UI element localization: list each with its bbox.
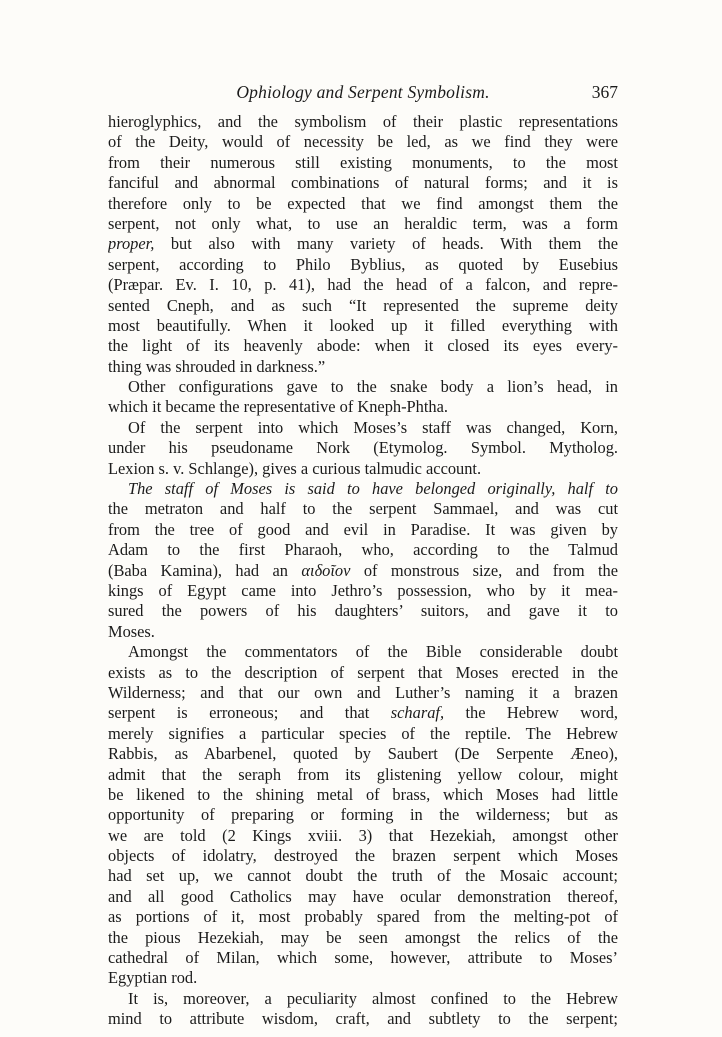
text-line: (Baba Kamina), had an αιδοῖον of monstrous size, and from the bbox=[108, 560, 618, 580]
text-line: serpent is erroneous; and that scharaf, the Hebrew word, bbox=[108, 703, 618, 723]
page-header bbox=[108, 82, 618, 108]
text-line: therefore only to be expected that we find amongst them the bbox=[108, 193, 618, 213]
text-line: of the Deity, would of necessity be led, as we find they were bbox=[108, 132, 618, 152]
text-line: serpent, not only what, to use an heraldic term, was a form bbox=[108, 213, 618, 233]
text-line: and all good Catholics may have ocular demonstration thereof, bbox=[108, 886, 618, 906]
page-number: 367 bbox=[591, 82, 618, 102]
text-line: Egyptian rod. bbox=[108, 968, 198, 988]
text-line: be likened to the shining metal of brass, which Moses had little bbox=[108, 784, 618, 804]
text-line: exists as to the description of serpent that Moses erected in the bbox=[108, 662, 618, 682]
text-line: which it became the representative of Kneph-Phtha. bbox=[108, 397, 448, 417]
text-line: most beautifully. When it looked up it filled everything with bbox=[108, 315, 618, 335]
text-line: we are told (2 Kings xviii. 3) that Hezekiah, amongst other bbox=[108, 825, 618, 845]
text-line: from their numerous still existing monuments, to the most bbox=[108, 152, 618, 172]
text-line: thing was shrouded in darkness.” bbox=[108, 356, 326, 376]
text-line: sented Cneph, and as such “It represented the supreme deity bbox=[108, 295, 618, 315]
text-line: serpent, according to Philo Byblius, as quoted by Eusebius bbox=[108, 254, 618, 274]
text-line: admit that the seraph from its glistening yellow colour, might bbox=[108, 764, 618, 784]
text-line: the pious Hezekiah, may be seen amongst the relics of the bbox=[108, 927, 618, 947]
text-line: hieroglyphics, and the symbolism of their plastic representations bbox=[108, 112, 618, 131]
body-text bbox=[108, 112, 618, 1030]
text-line: objects of idolatry, destroyed the brazen serpent which Moses bbox=[108, 846, 618, 866]
running-title: Ophiology and Serpent Symbolism. bbox=[236, 82, 490, 102]
text-line: Of the serpent into which Moses’s staff was changed, Korn, bbox=[128, 417, 618, 437]
text-line: from the tree of good and evil in Paradise. It was given by bbox=[108, 519, 618, 539]
text-line: under his pseudoname Nork (Etymolog. Symbol. Mytholog. bbox=[108, 438, 618, 458]
text-line: Amongst the commentators of the Bible considerable doubt bbox=[128, 642, 618, 662]
text-line: It is, moreover, a peculiarity almost confined to the Hebrew bbox=[128, 988, 618, 1008]
text-line: (Præpar. Ev. I. 10, p. 41), had the head of a falcon, and repre- bbox=[108, 275, 618, 295]
text-line: Wilderness; and that our own and Luther’s naming it a brazen bbox=[108, 682, 618, 702]
text-line: Other configurations gave to the snake body a lion’s head, in bbox=[128, 377, 618, 397]
text-line: had set up, we cannot doubt the truth of the Mosaic account; bbox=[108, 866, 618, 886]
text-line: Moses. bbox=[108, 621, 155, 641]
text-line: merely signifies a particular species of the reptile. The Hebrew bbox=[108, 723, 618, 743]
text-line: The staff of Moses is said to have belonged originally, half to bbox=[128, 479, 618, 499]
text-line: opportunity of preparing or forming in the wilderness; but as bbox=[108, 805, 618, 825]
text-line: proper, but also with many variety of heads. With them the bbox=[108, 234, 618, 254]
text-line: kings of Egypt came into Jethro’s possession, who by it mea- bbox=[108, 580, 618, 600]
text-line: cathedral of Milan, which some, however, attribute to Moses’ bbox=[108, 948, 618, 968]
text-line: Adam to the first Pharaoh, who, according to the Talmud bbox=[108, 540, 618, 560]
text-line: mind to attribute wisdom, craft, and subtlety to the serpent; bbox=[108, 1009, 618, 1029]
text-line: sured the powers of his daughters’ suitors, and gave it to bbox=[108, 601, 618, 621]
text-line: the light of its heavenly abode: when it closed its eyes every- bbox=[108, 336, 618, 356]
text-line: the metraton and half to the serpent Sammael, and was cut bbox=[108, 499, 618, 519]
text-line: fanciful and abnormal combinations of natural forms; and it is bbox=[108, 173, 618, 193]
text-line: as portions of it, most probably spared from the melting-pot of bbox=[108, 907, 618, 927]
text-line: Lexion s. v. Schlange), gives a curious talmudic account. bbox=[108, 458, 482, 478]
text-line: Rabbis, as Abarbenel, quoted by Saubert (De Serpente Æneo), bbox=[108, 744, 618, 764]
